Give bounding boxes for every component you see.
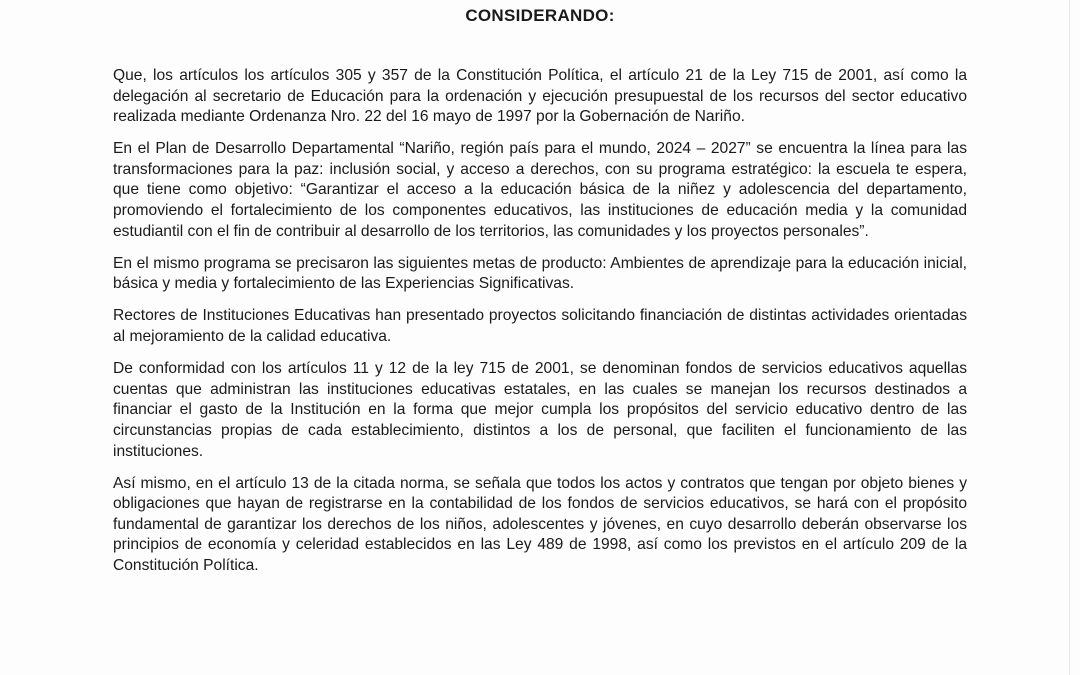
paragraph-legal-basis: Que, los artículos los artículos 305 y 357 de la Constitución Política, el artículo 21 de la Ley 715 de 2001, así como la delegación al secretario de Educación para la ordenación y ejecución presupuestal de los recursos del sector educativo realizada mediante Ordenanza Nro. 22 del 16 mayo de 1997 por la Gobernación de Nariño. bbox=[113, 67, 967, 126]
section-heading: CONSIDERANDO: bbox=[465, 6, 615, 25]
paragraph-development-plan: En el Plan de Desarrollo Departamental “Nariño, región país para el mundo, 2024 – 2027” se encuentra la línea para las transformaciones para la paz: inclusión social, y acceso a derechos, con su programa estratégico: la escuela te espera, que tiene como objetivo: “Garantizar el acceso a la educación básica de la niñez y adolescencia del departamento, promoviendo el fortalecimiento de los componentes educativos, las instituciones de educación media y la comunidad estudiantil con el fin de contribuir al desarrollo de los territorios, las comunidades y los proyectos personales”. bbox=[113, 140, 967, 240]
paragraph-education-funds: De conformidad con los artículos 11 y 12 de la ley 715 de 2001, se denominan fondos de servicios educativos aquellas cuentas que administran las instituciones educativas estatales, en las cuales se manejan los recursos destinados a financiar el gasto de la Institución en la forma que mejor cumpla los propósitos del servicio educativo dentro de las circunstancias propias de cada establecimiento, distintos a los de personal, que faciliten el funcionamiento de las instituciones. bbox=[113, 360, 967, 460]
document-body bbox=[113, 66, 967, 588]
paragraph-rectors-projects: Rectores de Instituciones Educativas han presentado proyectos solicitando financiación de distintas actividades orientadas al mejoramiento de la calidad educativa. bbox=[113, 307, 967, 346]
paragraph-article-13: Así mismo, en el artículo 13 de la citada norma, se señala que todos los actos y contratos que tengan por objeto bienes y obligaciones que hayan de registrarse en la contabilidad de los fondos de servicios educativos, se hará con el propósito fundamental de garantizar los derechos de los niños, adolescentes y jóvenes, en cuyo desarrollo deberán observarse los principios de economía y celeridad establecidos en las Ley 489 de 1998, así como los previstos en el artículo 209 de la Constitución Política. bbox=[113, 474, 967, 574]
page-edge-divider bbox=[1069, 0, 1070, 675]
paragraph-product-goals: En el mismo programa se precisaron las siguientes metas de producto: Ambientes de aprendizaje para la educación inicial, básica y media y fortalecimiento de las Experiencias Significativas. bbox=[113, 254, 967, 293]
